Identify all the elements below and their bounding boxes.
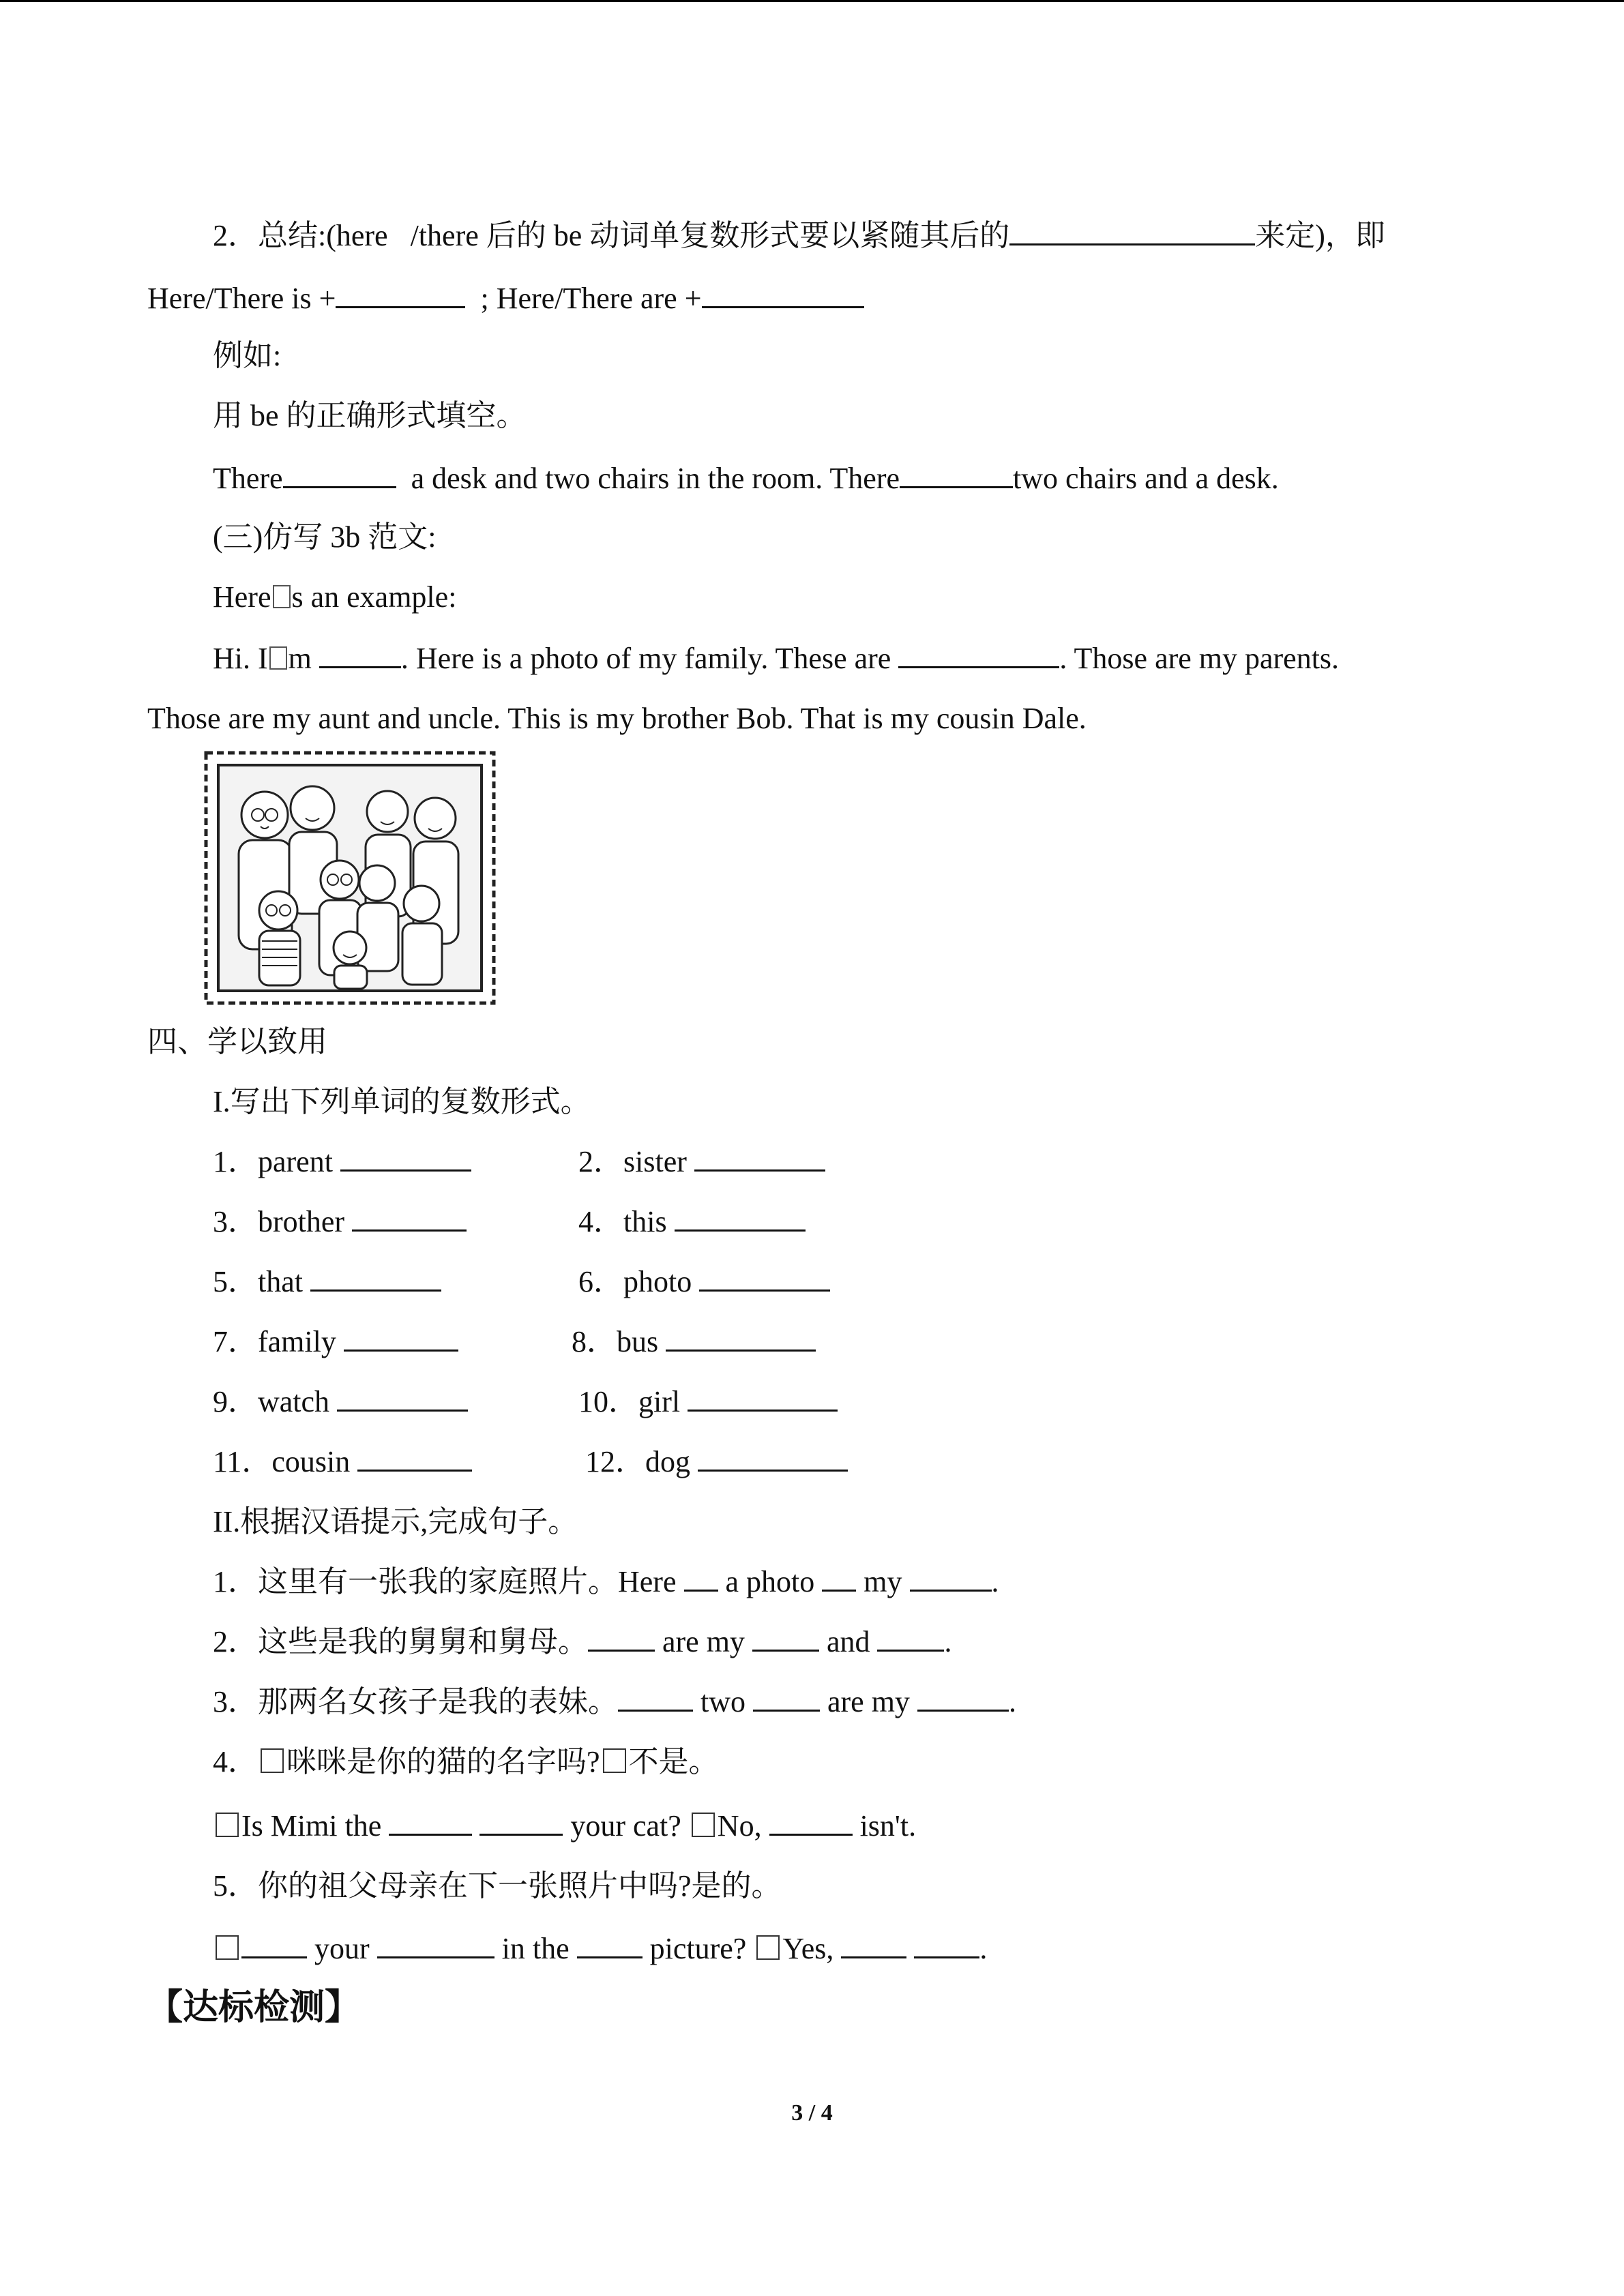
para-c: . Here is a photo of my family. These are	[400, 642, 899, 675]
blank[interactable]	[698, 1442, 848, 1472]
missing-glyph-box	[269, 646, 287, 670]
blank[interactable]	[389, 1806, 472, 1836]
part1-title: I.写出下列单词的复数形式。	[213, 1085, 591, 1118]
blank[interactable]	[898, 639, 1059, 668]
item-label: 8．bus	[572, 1325, 666, 1358]
item-label: 7．family	[213, 1325, 344, 1358]
section-4-heading: 四、学以致用	[147, 1025, 327, 1058]
sentence-4-english	[213, 1806, 916, 1847]
s5en-b: in the	[494, 1932, 577, 1965]
para-d: . Those are my parents.	[1059, 642, 1340, 675]
blank[interactable]	[822, 1562, 856, 1592]
s4-a: 4．	[213, 1745, 258, 1778]
missing-glyph-box	[216, 1935, 239, 1960]
s4en-d: No,	[717, 1809, 769, 1843]
blank[interactable]	[340, 1142, 471, 1172]
list-item	[213, 1322, 458, 1362]
sentence-2	[213, 1622, 951, 1663]
there-text-b: a desk and two chairs in the room. There	[396, 462, 900, 495]
blank[interactable]	[577, 1929, 643, 1958]
example-label: 例如:	[213, 339, 282, 372]
blank[interactable]	[337, 1382, 468, 1412]
summary-line-1	[213, 215, 1385, 256]
item-label: 4．this	[578, 1205, 675, 1238]
s3-d: .	[1008, 1685, 1016, 1718]
sentence-5-english	[213, 1928, 987, 1969]
blank[interactable]	[666, 1322, 816, 1352]
blank[interactable]	[319, 639, 401, 668]
list-item	[578, 1262, 830, 1302]
blank[interactable]	[588, 1622, 655, 1652]
para-a: Hi. I	[213, 642, 268, 675]
s3-a: 3．那两名女孩子是我的表妹。	[213, 1685, 618, 1718]
list-item	[213, 1442, 472, 1482]
blank[interactable]	[753, 1682, 820, 1712]
blank[interactable]	[618, 1682, 693, 1712]
blank[interactable]	[357, 1442, 472, 1472]
heres-a: Here	[213, 580, 271, 614]
blank[interactable]	[377, 1929, 494, 1958]
sentence-3	[213, 1682, 1016, 1723]
blank[interactable]	[914, 1929, 979, 1958]
blank[interactable]	[694, 1142, 825, 1172]
para-b: m	[288, 642, 319, 675]
summary-text-a: 2．总结:(here /there 后的 be 动词单复数形式要以紧随其后的	[213, 219, 1010, 252]
sentence-4	[213, 1742, 719, 1783]
blank[interactable]	[1009, 216, 1255, 245]
blank[interactable]	[283, 459, 396, 488]
item-label: 11．cousin	[213, 1445, 358, 1478]
s4-b: 咪咪是你的猫的名字吗?	[286, 1745, 600, 1778]
s5en-c: picture?	[642, 1932, 754, 1965]
family-photo-illustration	[203, 750, 497, 1006]
blank[interactable]	[684, 1562, 718, 1592]
s5en-f: .	[979, 1932, 988, 1965]
s5en-d: Yes,	[782, 1932, 842, 1965]
blank[interactable]	[344, 1322, 458, 1352]
missing-glyph-box	[261, 1748, 284, 1773]
sentence-1	[213, 1562, 999, 1602]
section-header: 【达标检测】	[147, 1988, 361, 2027]
item-label: 5．that	[213, 1265, 310, 1298]
there-text-a: There	[213, 462, 283, 495]
heres-example	[213, 577, 456, 618]
blank[interactable]	[877, 1622, 944, 1652]
s4-c: 不是。	[628, 1745, 719, 1778]
s1-a: 1．这里有一张我的家庭照片。Here	[213, 1565, 684, 1598]
blank[interactable]	[241, 1929, 307, 1958]
s2-b: are my	[655, 1625, 752, 1658]
s4en-a: Is Mimi the	[241, 1809, 389, 1843]
blank[interactable]	[752, 1622, 819, 1652]
summary-text-b: 来定)，即	[1255, 219, 1385, 252]
list-item	[213, 1202, 467, 1242]
item-label: 9．watch	[213, 1385, 338, 1418]
there-text-c: two chairs and a desk.	[1013, 462, 1279, 495]
blank[interactable]	[336, 279, 465, 308]
list-item	[213, 1262, 441, 1302]
section-3-heading: (三)仿写 3b 范文:	[213, 520, 437, 554]
s5en-a: your	[307, 1932, 377, 1965]
list-item	[578, 1202, 806, 1242]
s2-d: .	[944, 1625, 952, 1658]
blank[interactable]	[688, 1382, 838, 1412]
there-sentence	[213, 458, 1279, 499]
missing-glyph-box	[756, 1935, 780, 1960]
s3-b: two	[693, 1685, 753, 1718]
item-label: 2．sister	[578, 1145, 694, 1178]
blank[interactable]	[841, 1929, 906, 1958]
s4en-e: isn't.	[852, 1809, 917, 1843]
list-item	[213, 1382, 468, 1422]
blank[interactable]	[479, 1806, 563, 1836]
heres-b: s an example:	[291, 580, 457, 614]
item-label: 12．dog	[585, 1445, 698, 1478]
list-item	[578, 1142, 825, 1182]
s2-a: 2．这些是我的舅舅和舅母。	[213, 1625, 588, 1658]
fill-be-instruction: 用 be 的正确形式填空。	[213, 399, 527, 432]
blank[interactable]	[352, 1202, 467, 1232]
blank[interactable]	[769, 1806, 853, 1836]
item-label: 1．parent	[213, 1145, 340, 1178]
here-is-text: Here/There is +	[147, 282, 336, 315]
s2-c: and	[818, 1625, 878, 1658]
sentence-5: 5．你的祖父母亲在下一张照片中吗?是的。	[213, 1869, 782, 1903]
s5en-e	[906, 1932, 914, 1965]
list-item	[572, 1322, 816, 1362]
s1-d: .	[991, 1565, 999, 1598]
list-item	[578, 1382, 838, 1422]
item-label: 10．girl	[578, 1385, 688, 1418]
missing-glyph-box	[216, 1813, 239, 1837]
blank[interactable]	[900, 459, 1013, 488]
blank[interactable]	[675, 1202, 806, 1232]
list-item	[585, 1442, 848, 1482]
s4en-b	[472, 1809, 479, 1843]
missing-glyph-box	[603, 1748, 626, 1773]
top-border	[0, 0, 1624, 2]
summary-line-2	[147, 278, 864, 319]
s3-c: are my	[820, 1685, 917, 1718]
s4en-c: your cat?	[563, 1809, 689, 1843]
part2-title: II.根据汉语提示,完成句子。	[213, 1505, 578, 1538]
blank[interactable]	[702, 279, 864, 308]
here-are-text: ; Here/There are +	[465, 282, 702, 315]
blank[interactable]	[910, 1562, 992, 1592]
item-label: 6．photo	[578, 1265, 700, 1298]
blank[interactable]	[917, 1682, 1009, 1712]
page-number: 3 / 4	[791, 2100, 833, 2126]
blank[interactable]	[310, 1262, 441, 1292]
list-item	[213, 1142, 471, 1182]
blank[interactable]	[699, 1262, 830, 1292]
missing-glyph-box	[273, 585, 291, 608]
s1-b: a photo	[718, 1565, 823, 1598]
missing-glyph-box	[692, 1813, 715, 1837]
s1-c: my	[856, 1565, 910, 1598]
paragraph-line-2: Those are my aunt and uncle. This is my brother Bob. That is my cousin Dale.	[147, 702, 1087, 735]
item-label: 3．brother	[213, 1205, 353, 1238]
paragraph-line-1	[213, 638, 1339, 679]
